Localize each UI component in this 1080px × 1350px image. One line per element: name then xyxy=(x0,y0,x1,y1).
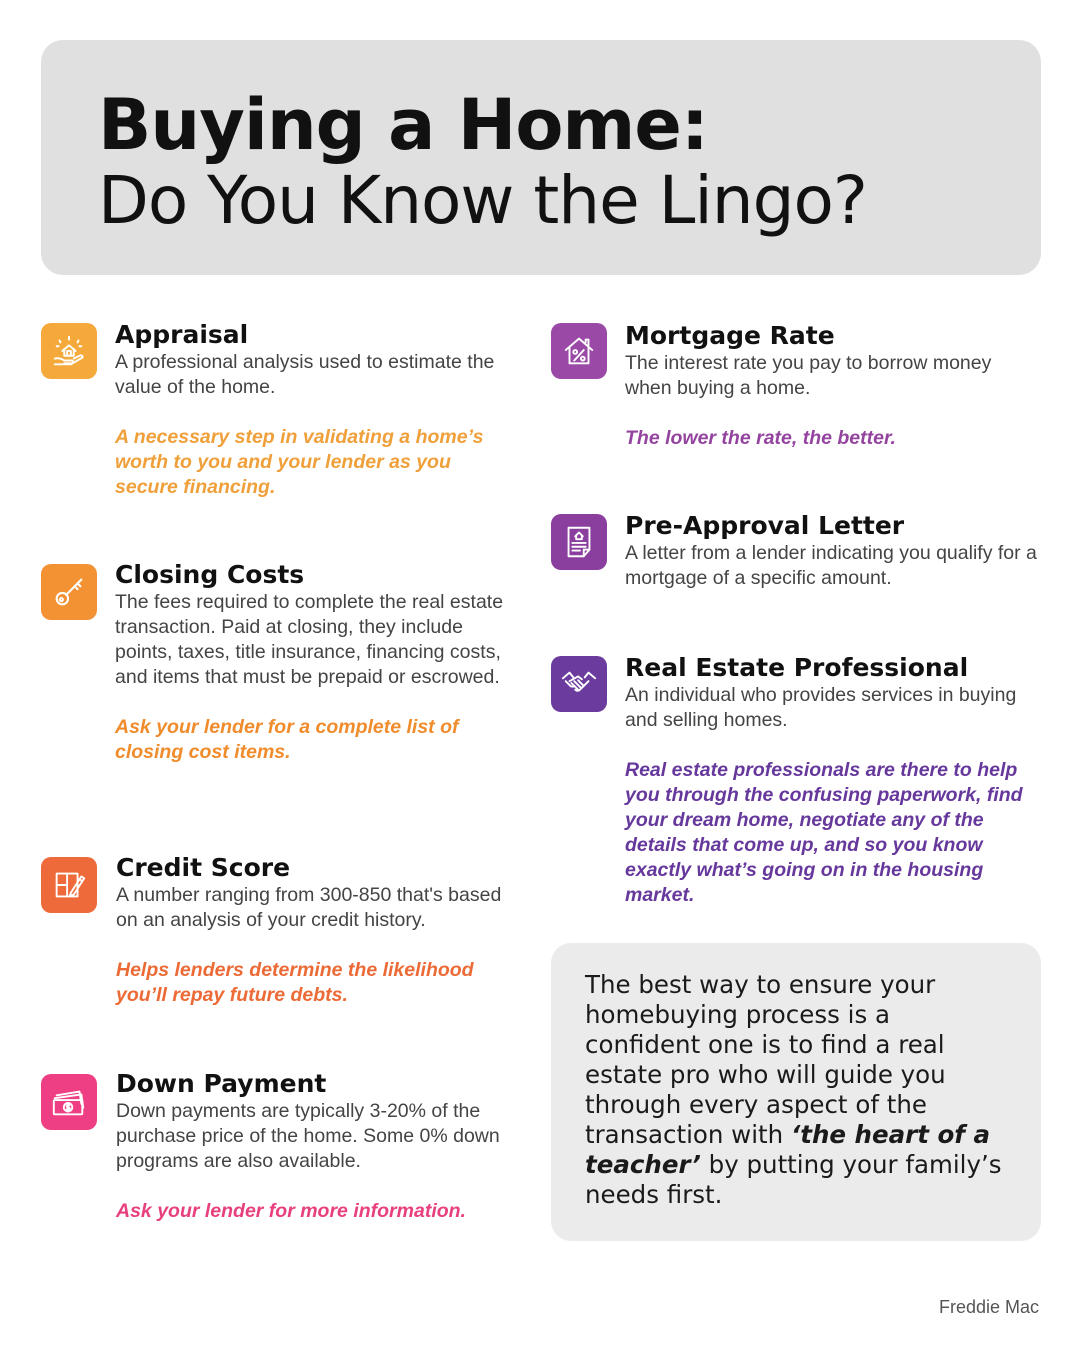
hand-holding-house-icon xyxy=(50,332,88,370)
term-note: Real estate professionals are there to help you through the confusing paperwork, find your dream home, negotiate any of the details that come up, and so you know exactly what’s going on in the housing market. xyxy=(625,759,1023,906)
term-title: Closing Costs xyxy=(115,560,305,589)
term-icon-box xyxy=(41,857,97,913)
term-note: A necessary step in validating a home’s worth to you and your lender as you secure financing. xyxy=(115,426,484,498)
term-icon-box xyxy=(41,1074,97,1130)
term-description: The interest rate you pay to borrow money when buying a home. xyxy=(625,352,992,399)
term-description: A letter from a lender indicating you qualify for a mortgage of a specific amount. xyxy=(625,542,1037,589)
letter-document-icon xyxy=(560,523,598,561)
term-note: Helps lenders determine the likelihood you’ll repay future debts. xyxy=(116,959,474,1006)
page-title: Buying a Home: xyxy=(98,84,708,166)
term-description: The fees required to complete the real estate transaction. Paid at closing, they include points, taxes, title insurance, financing costs, and items that must be prepaid or escrowed. xyxy=(115,591,504,688)
term-note: Ask your lender for more information. xyxy=(116,1200,466,1222)
term-description: Down payments are typically 3-20% of the purchase price of the home. Some 0% down programs are also available. xyxy=(116,1100,500,1172)
term-icon-box xyxy=(551,514,607,570)
callout-text-end: by putting your family’s needs first. xyxy=(585,1150,1002,1209)
term-title: Down Payment xyxy=(116,1069,327,1098)
term-icon-box xyxy=(41,323,97,379)
term-title: Real Estate Professional xyxy=(625,653,969,682)
handshake-icon xyxy=(560,665,598,703)
term-title: Appraisal xyxy=(115,320,249,349)
term-icon-box xyxy=(41,564,97,620)
term-icon-box xyxy=(551,656,607,712)
page-subtitle: Do You Know the Lingo? xyxy=(98,162,867,239)
term-title: Pre-Approval Letter xyxy=(625,511,905,540)
term-note: Ask your lender for a complete list of closing cost items. xyxy=(115,716,459,763)
key-icon xyxy=(50,573,88,611)
house-percent-icon xyxy=(560,332,598,370)
callout-box xyxy=(551,943,1041,1241)
header-banner xyxy=(41,40,1041,275)
term-description: An individual who provides services in buying and selling homes. xyxy=(625,684,1017,731)
term-description: A number ranging from 300-850 that's based on an analysis of your credit history. xyxy=(116,884,502,931)
term-note: The lower the rate, the better. xyxy=(625,427,896,449)
callout-emphasis: ‘the heart of a teacher’ xyxy=(585,1120,991,1179)
term-title: Mortgage Rate xyxy=(625,321,835,350)
term-title: Credit Score xyxy=(116,853,291,882)
source-credit: Freddie Mac xyxy=(938,1297,1039,1317)
chart-pencil-icon xyxy=(50,866,88,904)
term-description: A professional analysis used to estimate the value of the home. xyxy=(115,351,495,398)
callout-text: The best way to ensure your homebuying process is a confident one is to find a real estate pro who will guide you through every aspect of the transaction with xyxy=(585,970,946,1149)
term-icon-box xyxy=(551,323,607,379)
money-bills-icon xyxy=(50,1083,88,1121)
